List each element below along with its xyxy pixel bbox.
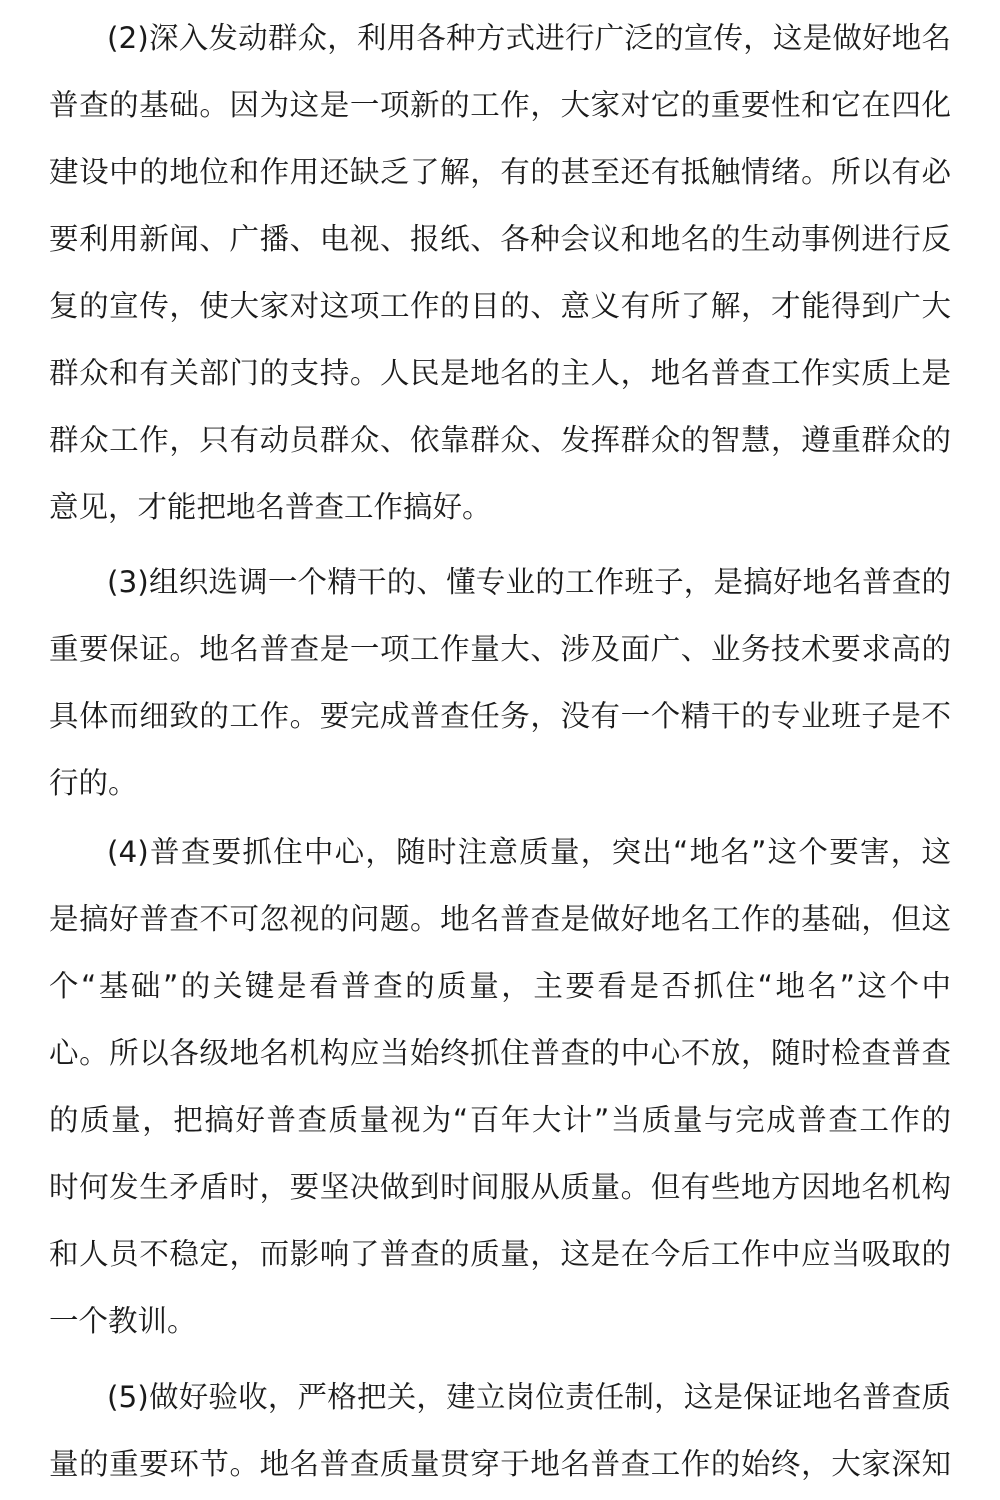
paragraph-2-line-2: 普查的基础。因为这是一项新的工作，大家对它的重要性和它在四化 bbox=[49, 88, 951, 122]
paragraph-5-line-2: 量的重要环节。地名普查质量贯穿于地名普查工作的始终，大家深知 bbox=[49, 1447, 951, 1481]
paragraph-2-line-8: 意见，才能把地名普查工作搞好。 bbox=[49, 490, 492, 524]
paragraph-4-line-7: 和人员不稳定，而影响了普查的质量，这是在今后工作中应当吸取的 bbox=[49, 1237, 951, 1271]
paragraph-2-line-5: 复的宣传，使大家对这项工作的目的、意义有所了解，才能得到广大 bbox=[49, 289, 951, 323]
paragraph-4-line-3: 个“基础”的关键是看普查的质量，主要看是否抓住“地名”这个中 bbox=[49, 969, 951, 1003]
paragraph-2-line-6: 群众和有关部门的支持。人民是地名的主人，地名普查工作实质上是 bbox=[49, 356, 951, 390]
paragraph-4-line-8: 一个教训。 bbox=[49, 1304, 197, 1338]
paragraph-4-line-1: (4)普查要抓住中心，随时注意质量，突出“地名”这个要害，这 bbox=[107, 835, 951, 869]
paragraph-2-line-3: 建设中的地位和作用还缺乏了解，有的甚至还有抵触情绪。所以有必 bbox=[49, 155, 951, 189]
paragraph-3-line-2: 重要保证。地名普查是一项工作量大、涉及面广、业务技术要求高的 bbox=[49, 632, 951, 666]
paragraph-4-line-4: 心。所以各级地名机构应当始终抓住普查的中心不放，随时检查普查 bbox=[49, 1036, 951, 1070]
paragraph-3-line-3: 具体而细致的工作。要完成普查任务，没有一个精干的专业班子是不 bbox=[49, 699, 951, 733]
paragraph-4-line-6: 时何发生矛盾时，要坚决做到时间服从质量。但有些地方因地名机构 bbox=[49, 1170, 951, 1204]
paragraph-4-line-5: 的质量，把搞好普查质量视为“百年大计”当质量与完成普查工作的 bbox=[49, 1103, 951, 1137]
paragraph-3-line-1: (3)组织选调一个精干的、懂专业的工作班子，是搞好地名普查的 bbox=[107, 565, 951, 599]
paragraph-5-line-1: (5)做好验收，严格把关，建立岗位责任制，这是保证地名普查质 bbox=[107, 1380, 951, 1414]
paragraph-2-line-7: 群众工作，只有动员群众、依靠群众、发挥群众的智慧，遵重群众的 bbox=[49, 423, 951, 457]
paragraph-3-line-4: 行的。 bbox=[49, 766, 138, 800]
paragraph-2-line-4: 要利用新闻、广播、电视、报纸、各种会议和地名的生动事例进行反 bbox=[49, 222, 951, 256]
paragraph-4-line-2: 是搞好普查不可忽视的问题。地名普查是做好地名工作的基础，但这 bbox=[49, 902, 951, 936]
paragraph-2-line-1: (2)深入发动群众，利用各种方式进行广泛的宣传，这是做好地名 bbox=[107, 21, 951, 55]
